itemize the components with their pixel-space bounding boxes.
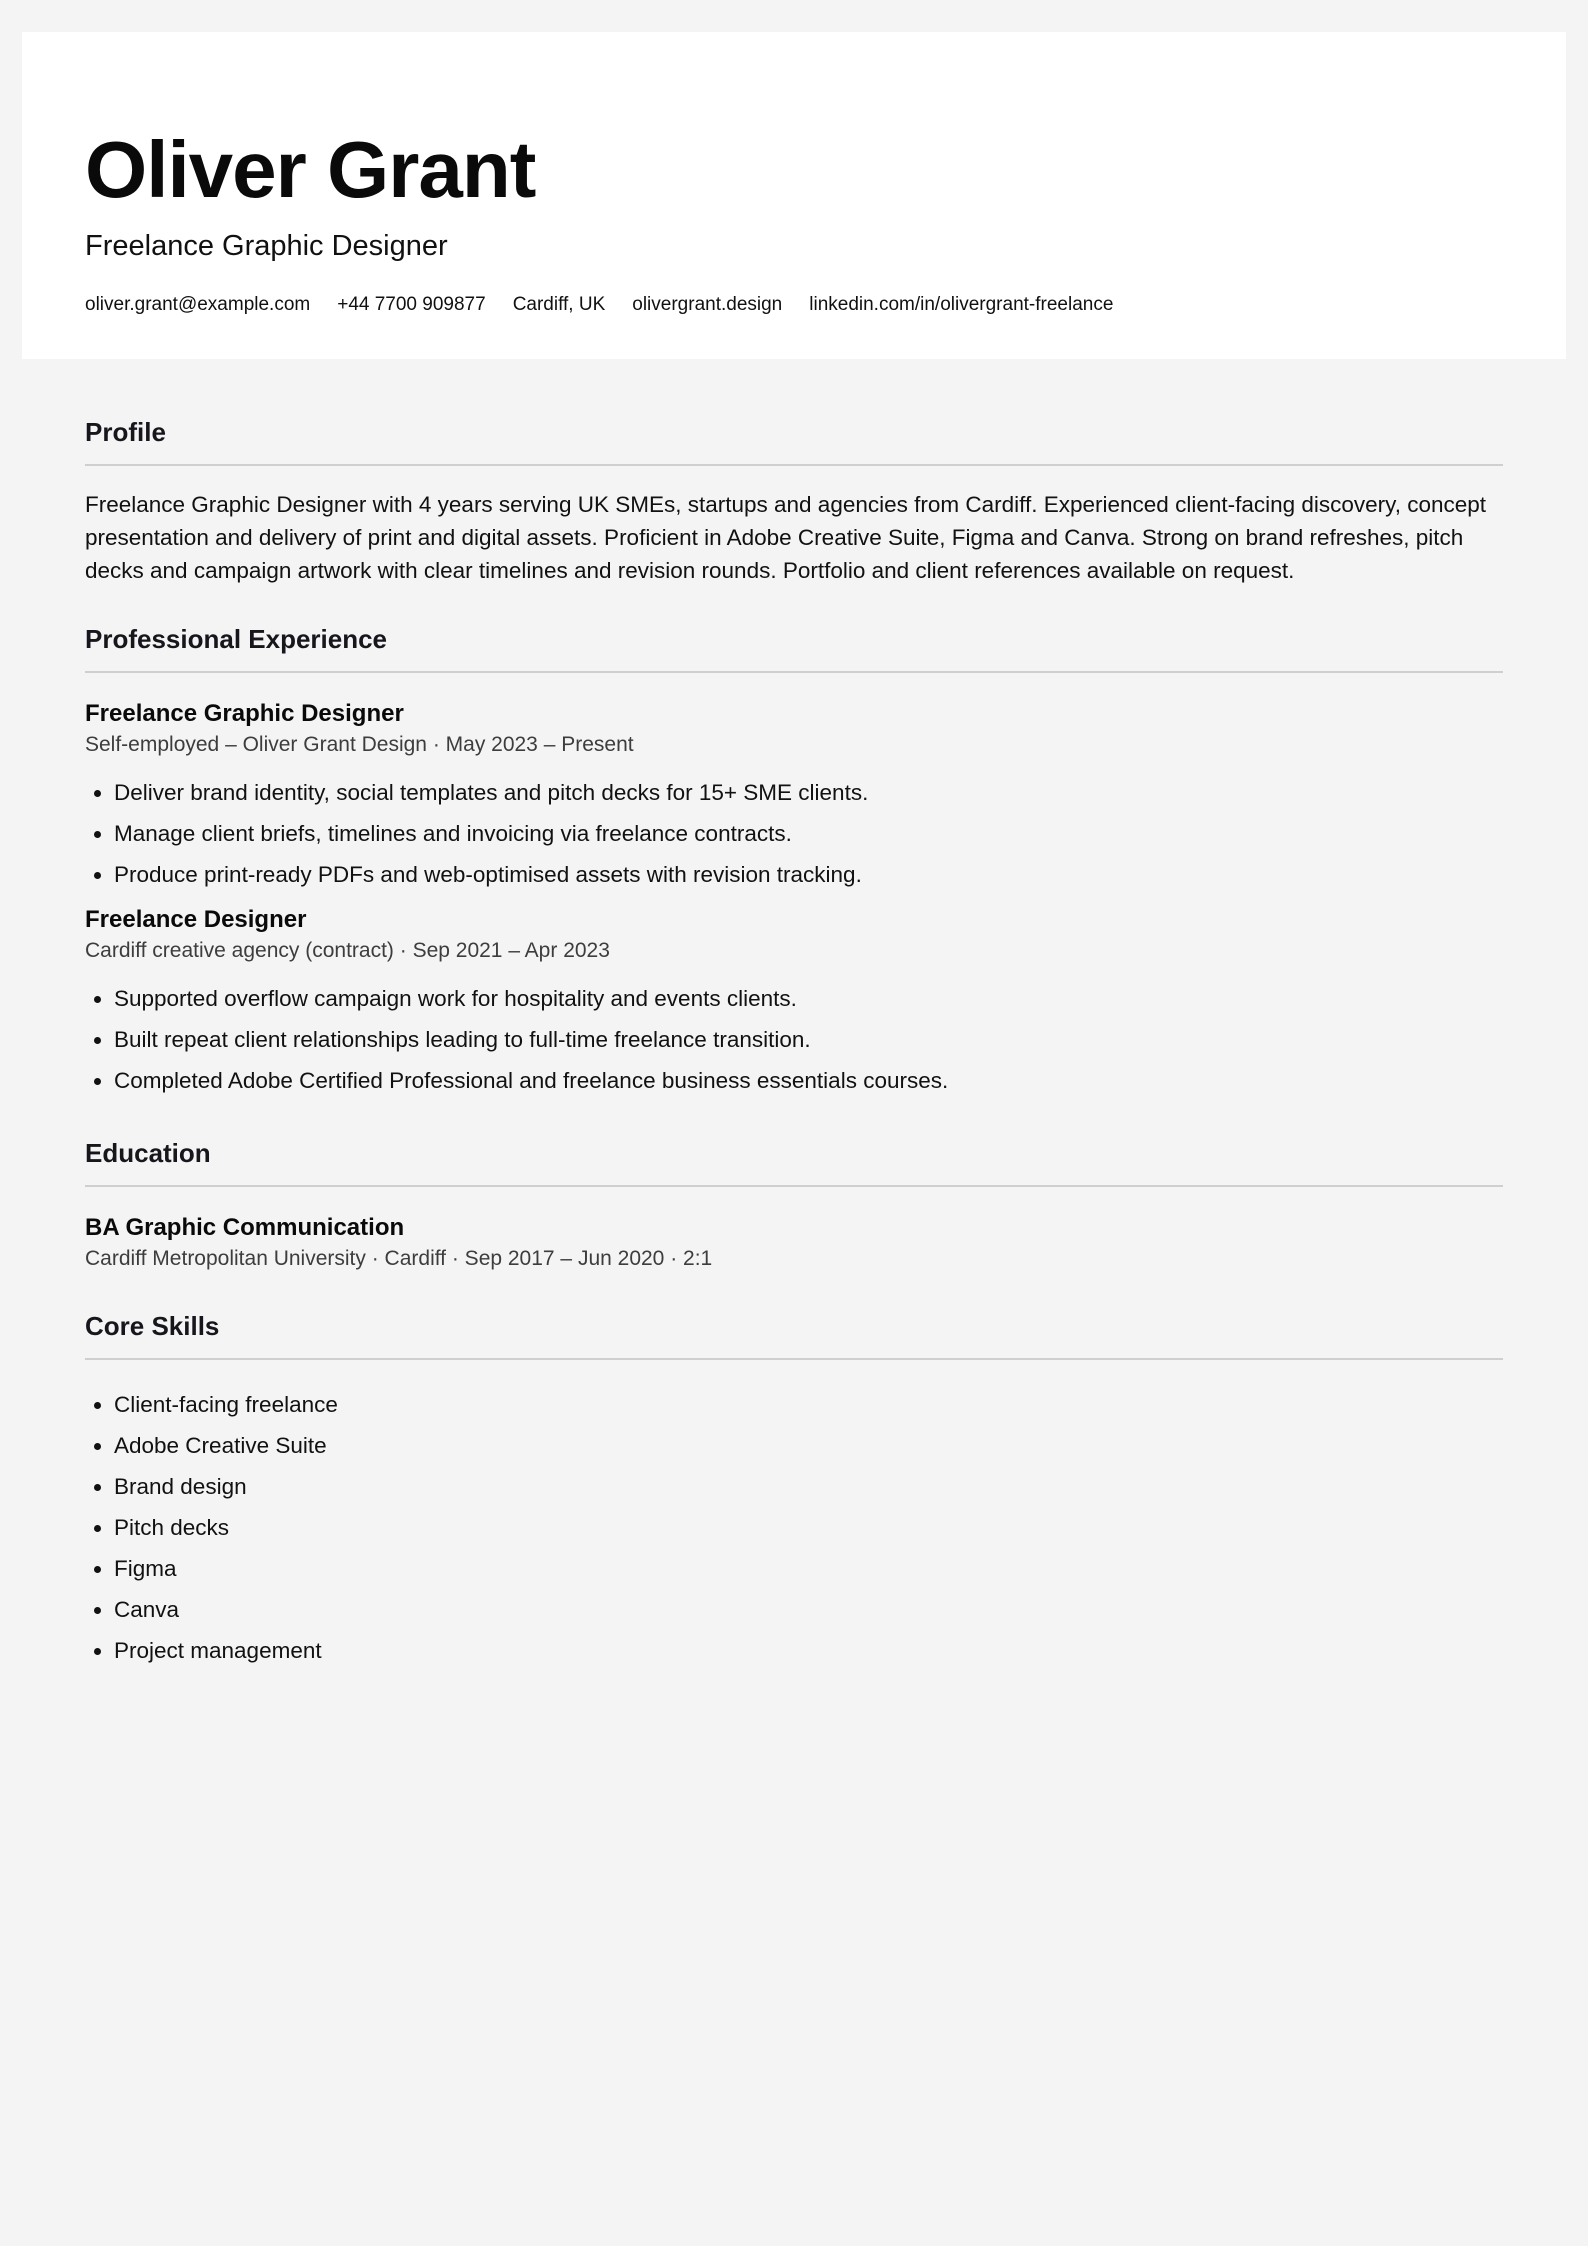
- skills-section: [85, 1294, 1503, 1671]
- profile-section: [85, 400, 1503, 587]
- job-bullets: [85, 978, 1503, 1101]
- contact-location: Cardiff, UK: [512, 294, 606, 315]
- contact-website: olivergrant.design: [632, 294, 783, 315]
- resume-body: [85, 400, 1503, 1671]
- skill-item: • Adobe Creative Suite: [114, 1425, 1503, 1466]
- contact-list: [85, 291, 1113, 319]
- education-section: [85, 1121, 1503, 1274]
- section-title-education: Education: [85, 1138, 211, 1168]
- section-title-skills: Core Skills: [85, 1311, 220, 1341]
- skill-item: • Pitch decks: [114, 1507, 1503, 1548]
- job-entry: [85, 697, 1503, 895]
- section-divider: [85, 464, 1503, 466]
- job-entry: [85, 903, 1503, 1101]
- skill-item: • Project management: [114, 1630, 1503, 1671]
- section-title-experience: Professional Experience: [85, 624, 388, 654]
- job-bullet: • Supported overflow campaign work for hospitality and events clients.: [114, 978, 1503, 1019]
- job-bullet: • Built repeat client relationships leading to full-time freelance transition.: [114, 1019, 1503, 1060]
- job-title: Freelance Graphic Designer: [85, 700, 404, 727]
- skill-item: • Brand design: [114, 1466, 1503, 1507]
- job-title: Freelance Designer: [85, 906, 307, 933]
- contact-phone: +44 7700 909877: [337, 294, 486, 315]
- skill-item: • Canva: [114, 1589, 1503, 1630]
- contact-email: oliver.grant@example.com: [85, 294, 311, 315]
- job-bullet: • Produce print-ready PDFs and web-optimised assets with revision tracking.: [114, 854, 1503, 895]
- section-title-profile: Profile: [85, 417, 166, 447]
- candidate-name: Oliver Grant: [85, 125, 536, 214]
- degree-title: BA Graphic Communication: [85, 1214, 405, 1241]
- resume-header: [22, 32, 1566, 359]
- section-divider: [85, 1185, 1503, 1187]
- job-bullet: • Manage client briefs, timelines and invoicing via freelance contracts.: [114, 813, 1503, 854]
- skills-list: [85, 1384, 1503, 1671]
- section-divider: [85, 671, 1503, 673]
- job-meta: Cardiff creative agency (contract) · Sep 2021 – Apr 2023: [85, 939, 610, 962]
- contact-linkedin: linkedin.com/in/olivergrant-freelance: [809, 294, 1114, 315]
- job-meta: Self-employed – Oliver Grant Design · May 2023 – Present: [85, 733, 634, 756]
- profile-summary: Freelance Graphic Designer with 4 years serving UK SMEs, startups and agencies from Cardiff. Experienced client-facing discovery, concept presentation and delivery of print and digital assets. Proficient in Adobe Creative Suite, Figma and Canva. Strong on brand refreshes, pitch decks and campaign artwork with clear timelines and revision rounds. Portfolio and client references available on request.: [85, 492, 1487, 583]
- job-bullet: • Deliver brand identity, social templates and pitch decks for 15+ SME clients.: [114, 772, 1503, 813]
- job-bullet: • Completed Adobe Certified Professional and freelance business essentials courses.: [114, 1060, 1503, 1101]
- skill-item: • Figma: [114, 1548, 1503, 1589]
- job-bullets: [85, 772, 1503, 895]
- section-divider: [85, 1358, 1503, 1360]
- candidate-headline: Freelance Graphic Designer: [85, 230, 448, 262]
- experience-section: [85, 607, 1503, 1101]
- skill-item: • Client-facing freelance: [114, 1384, 1503, 1425]
- degree-meta: Cardiff Metropolitan University · Cardiff · Sep 2017 – Jun 2020 · 2:1: [85, 1247, 713, 1270]
